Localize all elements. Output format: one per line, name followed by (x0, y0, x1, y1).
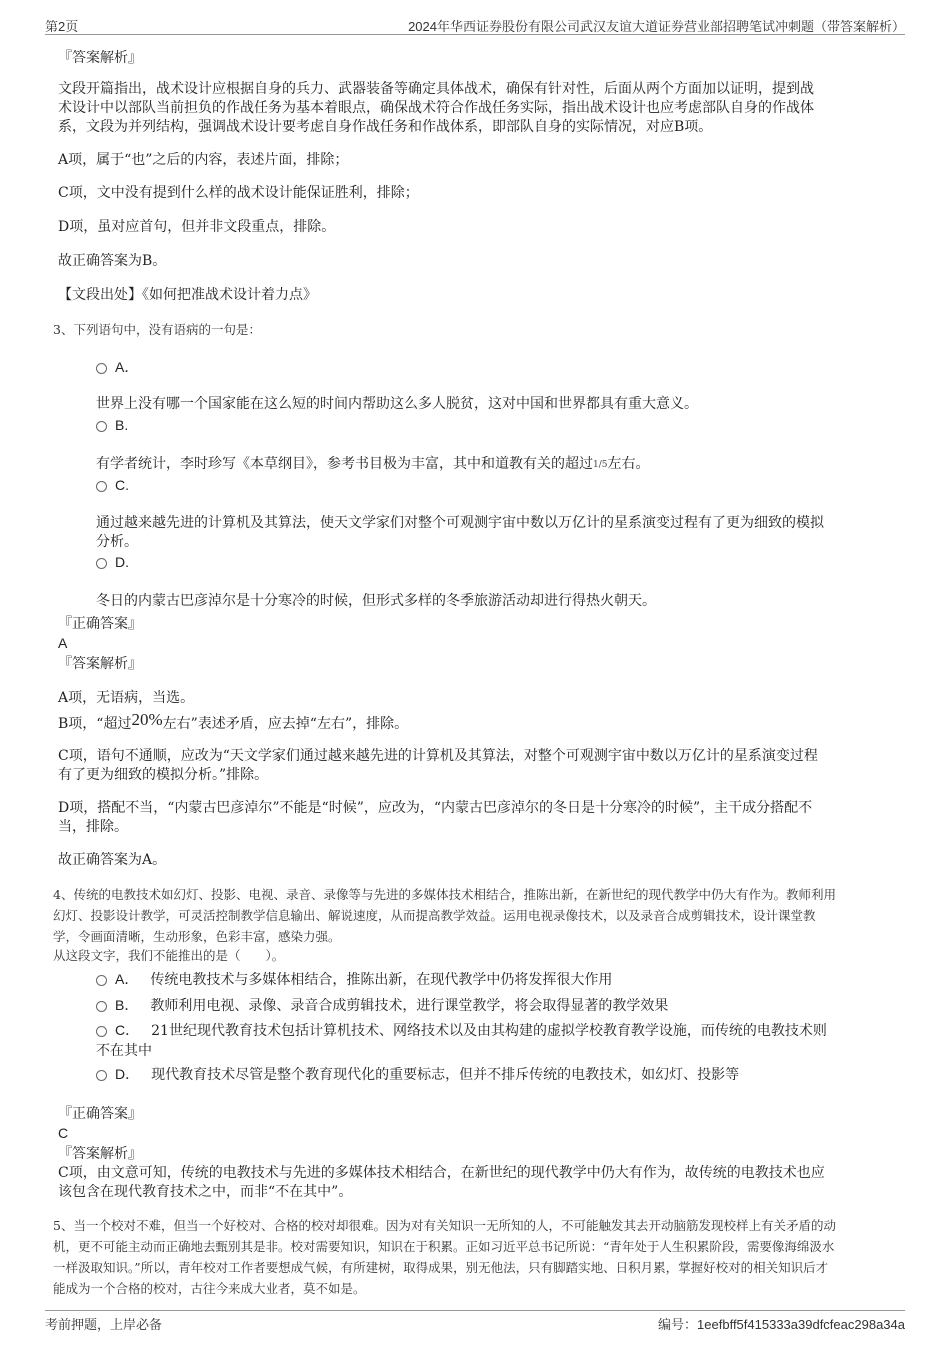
q3-explanation-a: A项，无语病，当选。 (58, 690, 195, 706)
radio-icon[interactable] (96, 558, 107, 569)
fraction-mark: 1/5 (593, 460, 608, 470)
q4-option-d[interactable]: D． 现代教育技术尽管是整个教育现代化的重要标志，但并不排斥传统的电教技术，如幻灯、投影等 (96, 1064, 739, 1084)
document-title: 2024年华西证券股份有限公司武汉友谊大道证券营业部招聘笔试冲刺题（带答案解析） (408, 19, 905, 34)
radio-icon[interactable] (96, 1070, 107, 1081)
q4-explanation: 该包含在现代教育技术之中，而非“不在其中”。 (58, 1184, 353, 1200)
footer-code: 编号：1eefbff5f415333a39dfcfeac298a34a (658, 1317, 905, 1332)
q3-correct-heading: 『正确答案』 (58, 616, 142, 632)
radio-icon[interactable] (96, 1001, 107, 1012)
percent-mark: 20% (131, 710, 163, 729)
q3-option-a[interactable]: A． (96, 357, 138, 377)
q3-conclusion: 故正确答案为A。 (58, 852, 167, 868)
q3-explanation-c: 有了更为细致的模拟分析。”排除。 (58, 767, 269, 783)
q3-option-b-text: 有学者统计，李时珍写《本草纲目》，参考书目极为丰富，其中和道教有关的超过1/5左右。 (96, 456, 650, 472)
q5-paragraph-line: 能成为一个合格的校对，古往今来成大业者，莫不如是。 (53, 1281, 366, 1296)
q2-source: 【文段出处】《如何把准战术设计着力点》 (58, 287, 317, 303)
radio-icon[interactable] (96, 363, 107, 374)
q4-option-a[interactable]: A． 传统电教技术与多媒体相结合，推陈出新，在现代教学中仍将发挥很大作用 (96, 969, 612, 989)
q3-stem: 3、下列语句中，没有语病的一句是： (53, 322, 261, 337)
q2-conclusion: 故正确答案为B。 (58, 253, 167, 269)
radio-icon[interactable] (96, 481, 107, 492)
q3-option-a-text: 世界上没有哪一个国家能在这么短的时间内帮助这么多人脱贫，这对中国和世界都具有重大意义。 (96, 396, 698, 412)
q4-stem: 幻灯、投影设计教学，可灵活控制教学信息输出、解说速度，从而提高教学效益。运用电视录像技术，以及录音合成剪辑技术，设计课堂教 (53, 908, 816, 923)
q3-option-d[interactable]: D. (96, 554, 129, 571)
q3-option-d-text: 冬日的内蒙古巴彦淖尔是十分寒冷的时候，但形式多样的冬季旅游活动却进行得热火朝天。 (96, 593, 656, 609)
q2-explanation-d: D项，虽对应首句，但并非文段重点，排除。 (58, 219, 336, 235)
q4-stem: 学，令画面清晰，生动形象，色彩丰富，感染力强。 (53, 929, 341, 944)
q4-stem: 4、传统的电教技术如幻灯、投影、电视、录音、录像等与先进的多媒体技术相结合，推陈出新，在新世纪的现代教学中仍大有作为。教师利用 (53, 887, 836, 902)
q2-paragraph-line: 术设计中以部队当前担负的作战任务为基本着眼点，确保战术符合作战任务实际，指出战术设计也应考虑部队自身的作战体 (58, 100, 814, 116)
radio-icon[interactable] (96, 1026, 107, 1037)
q5-paragraph-line: 一样汲取知识。”所以，青年校对工作者要想成气候，有所建树，取得成果，别无他法，只有脚踏实地、日积月累，掌握好校对的相关知识后才 (53, 1260, 829, 1275)
q4-explanation: C项，由文意可知，传统的电教技术与先进的多媒体技术相结合，在新世纪的现代教学中仍大有作为，故传统的电教技术也应 (58, 1165, 825, 1181)
q3-explanation-b: B项，“超过20%左右”表述矛盾，应去掉“左右”，排除。 (58, 710, 409, 732)
q2-paragraph-line: 文段开篇指出，战术设计应根据自身的兵力、武器装备等确定具体战术，确保有针对性，后面从两个方面加以证明，提到战 (58, 81, 814, 97)
q3-option-c-text: 通过越来越先进的计算机及其算法，使天文学家们对整个可观测宇宙中数以万亿计的星系演变过程有了更为细致的模拟 (96, 515, 824, 531)
q3-correct-value: A (58, 635, 68, 651)
page-number: 第2页 (45, 19, 79, 34)
q3-explanation-d: D项，搭配不当，“内蒙古巴彦淖尔”不能是“时候”，应改为，“内蒙古巴彦淖尔的冬日是十分寒冷的时候”，主干成分搭配不 (58, 800, 813, 816)
q3-option-c-text: 分析。 (96, 534, 138, 550)
q2-explanation-a: A项，属于“也”之后的内容，表述片面，排除； (58, 152, 349, 168)
q3-analysis-heading: 『答案解析』 (58, 656, 142, 672)
radio-icon[interactable] (96, 421, 107, 432)
q4-analysis-heading: 『答案解析』 (58, 1146, 142, 1162)
q2-paragraph-line: 系，文段为并列结构，强调战术设计要考虑自身作战任务和作战体系，即部队自身的实际情况，对应B项。 (58, 119, 713, 135)
q3-explanation-d: 当，排除。 (58, 819, 128, 835)
q4-correct-heading: 『正确答案』 (58, 1106, 142, 1122)
q2-analysis-heading: 『答案解析』 (58, 50, 142, 66)
q2-explanation-c: C项，文中没有提到什么样的战术设计能保证胜利，排除； (58, 185, 419, 201)
q4-option-c[interactable]: C． 21世纪现代教育技术包括计算机技术、网络技术以及由其构建的虚拟学校教育教学设施，而传统的电教技术则 (96, 1020, 827, 1040)
radio-icon[interactable] (96, 975, 107, 986)
q4-correct-value: C (58, 1125, 69, 1141)
footer-rule (45, 1310, 905, 1311)
q4-option-b[interactable]: B． 教师利用电视、录像、录音合成剪辑技术，进行课堂教学，将会取得显著的教学效果 (96, 995, 668, 1015)
q4-option-c-text: 不在其中 (96, 1043, 152, 1059)
q4-stem: 从这段文字，我们不能推出的是（ ）。 (53, 948, 285, 963)
footer-slogan: 考前押题，上岸必备 (45, 1317, 163, 1332)
q3-explanation-c: C项，语句不通顺，应改为“天文学家们通过越来越先进的计算机及其算法，对整个可观测宇宙中数以万亿计的星系演变过程 (58, 748, 818, 764)
q5-paragraph-line: 机，更不可能主动而正确地去甄别其是非。校对需要知识，知识在于积累。正如习近平总书记所说：“青年处于人生积累阶段，需要像海绵汲水 (53, 1239, 835, 1254)
q5-paragraph-line: 5、当一个校对不难，但当一个好校对、合格的校对却很难。因为对有关知识一无所知的人，不可能触发其去开动脑筋发现校样上有关矛盾的动 (53, 1218, 836, 1233)
q3-option-b[interactable]: B. (96, 417, 128, 434)
q3-option-c[interactable]: C. (96, 477, 129, 494)
header-rule (45, 34, 905, 35)
